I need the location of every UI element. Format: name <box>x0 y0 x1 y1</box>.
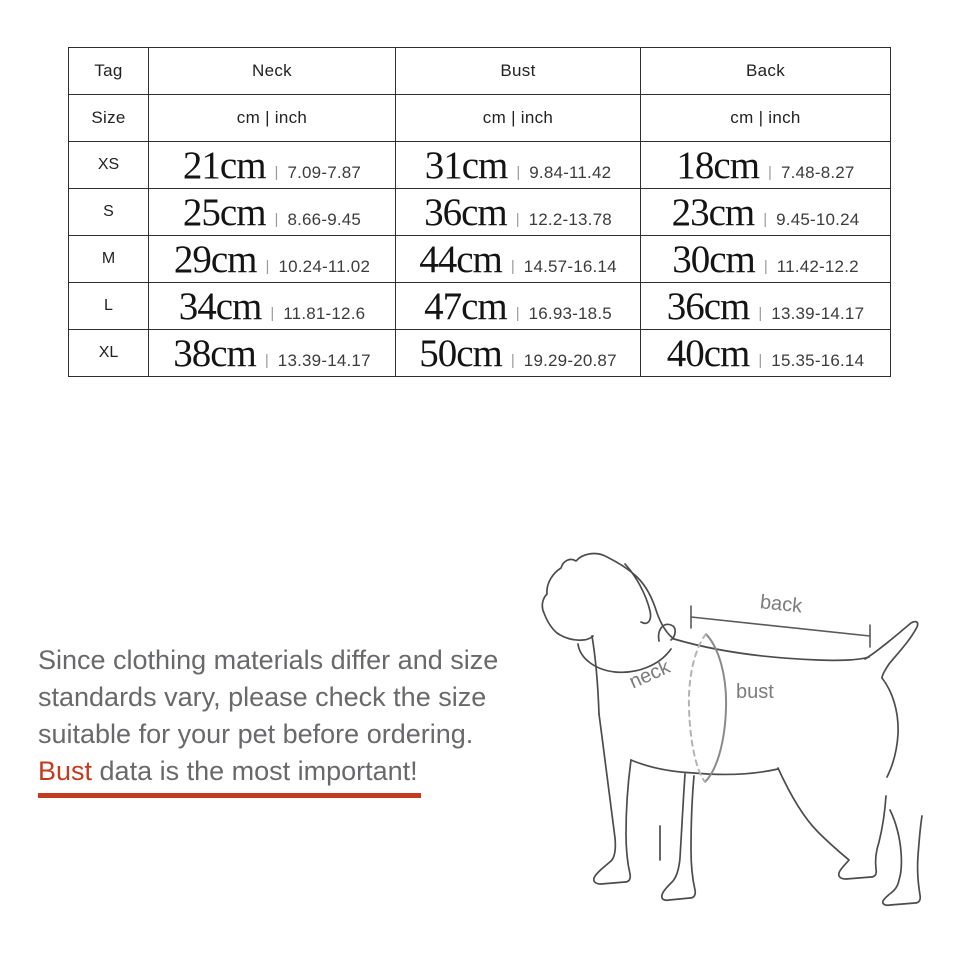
size-label: S <box>69 189 149 236</box>
back-measure-line <box>691 617 870 636</box>
note-line-3: suitable for your pet before ordering. <box>38 719 474 749</box>
neck-cell <box>149 283 396 330</box>
header-tag: Tag <box>69 48 149 95</box>
subheader-size: Size <box>69 95 149 142</box>
back-cm-value: 23cm <box>671 190 755 234</box>
separator: | <box>264 351 269 369</box>
note-line-1: Since clothing materials differ and size <box>38 645 499 675</box>
separator: | <box>515 210 520 228</box>
subheader-bust-unit: cm | inch <box>396 95 641 142</box>
bust-cm-value: 47cm <box>424 284 507 328</box>
bust-inch-range: 19.29-20.87 <box>523 350 617 370</box>
separator: | <box>510 351 515 369</box>
dog-measurement-diagram <box>520 520 940 920</box>
back-inch-range: 9.45-10.24 <box>776 209 860 229</box>
label-neck: neck <box>625 656 674 694</box>
dog-front-far-leg <box>662 774 695 900</box>
note-line-2: standards vary, please check the size <box>38 682 487 712</box>
table-row <box>69 236 891 283</box>
size-label: L <box>69 283 149 330</box>
back-cm-value: 30cm <box>672 237 755 281</box>
neck-cell <box>149 330 396 377</box>
bust-cm-value: 31cm <box>424 143 508 187</box>
bust-cell <box>396 236 641 283</box>
separator: | <box>274 163 279 181</box>
table-row <box>69 142 891 189</box>
bust-inch-range: 14.57-16.14 <box>523 256 617 276</box>
neck-inch-range: 8.66-9.45 <box>287 209 362 229</box>
bust-cell <box>396 330 641 377</box>
bust-girth-hidden <box>689 634 706 782</box>
dog-chest-front <box>592 636 599 714</box>
neck-cell <box>149 236 396 283</box>
dog-belly <box>631 760 778 774</box>
subheader-back-unit: cm | inch <box>641 95 891 142</box>
back-cell <box>641 283 891 330</box>
separator: | <box>270 304 275 322</box>
header-neck: Neck <box>149 48 396 95</box>
bust-inch-range: 16.93-18.5 <box>528 303 612 323</box>
dog-back-line <box>674 639 869 660</box>
neck-inch-range: 11.81-12.6 <box>283 303 366 323</box>
bust-cell <box>396 142 641 189</box>
header-bust: Bust <box>396 48 641 95</box>
separator: | <box>763 210 768 228</box>
separator: | <box>516 163 521 181</box>
bust-girth-visible <box>705 634 726 782</box>
sizing-note <box>38 642 498 798</box>
size-table-body <box>69 142 891 377</box>
table-subheader-row <box>69 95 891 142</box>
note-highlight-bust: Bust <box>38 756 93 786</box>
table-row <box>69 330 891 377</box>
label-bust: bust <box>736 681 774 703</box>
header-back: Back <box>641 48 891 95</box>
back-cm-value: 40cm <box>666 331 750 375</box>
bust-cell <box>396 189 641 236</box>
separator: | <box>758 351 763 369</box>
neck-cm-value: 21cm <box>182 143 266 187</box>
dog-tail <box>865 622 918 678</box>
dog-hind-near-leg <box>778 768 886 879</box>
size-label: M <box>69 236 149 283</box>
dog-ear <box>625 564 651 623</box>
dog-head-outline <box>547 554 674 639</box>
bust-cm-value: 44cm <box>419 237 502 281</box>
neck-cm-value: 29cm <box>173 237 257 281</box>
neck-inch-range: 7.09-7.87 <box>287 162 362 182</box>
back-inch-range: 15.35-16.14 <box>771 350 865 370</box>
dog-front-near-leg <box>594 714 631 884</box>
dog-hind-far-leg <box>883 810 922 905</box>
back-inch-range: 13.39-14.17 <box>771 303 865 323</box>
red-underline <box>38 793 421 798</box>
separator: | <box>265 257 270 275</box>
back-inch-range: 11.42-12.2 <box>776 256 859 276</box>
note-line-4-rest: data is the most important! <box>92 756 418 786</box>
separator: | <box>763 257 768 275</box>
bust-inch-range: 12.2-13.78 <box>528 209 612 229</box>
dog-muzzle-jaw <box>542 594 593 640</box>
size-label: XL <box>69 330 149 377</box>
neck-cm-value: 34cm <box>178 284 262 328</box>
back-cell <box>641 236 891 283</box>
bust-cm-value: 50cm <box>419 331 502 375</box>
subheader-neck-unit: cm | inch <box>149 95 396 142</box>
bust-cell <box>396 283 641 330</box>
back-cell <box>641 142 891 189</box>
separator: | <box>274 210 279 228</box>
bust-cm-value: 36cm <box>424 190 507 234</box>
back-cm-value: 18cm <box>676 143 760 187</box>
neck-cell <box>149 189 396 236</box>
separator: | <box>758 304 763 322</box>
neck-cm-value: 38cm <box>173 331 256 375</box>
neck-cell <box>149 142 396 189</box>
back-inch-range: 7.48-8.27 <box>780 162 855 182</box>
back-cm-value: 36cm <box>666 284 750 328</box>
label-back: back <box>758 591 804 618</box>
table-row <box>69 189 891 236</box>
table-row <box>69 283 891 330</box>
dog-rump <box>882 678 898 777</box>
back-cell <box>641 330 891 377</box>
separator: | <box>510 257 515 275</box>
note-line-4 <box>38 753 498 790</box>
separator: | <box>515 304 520 322</box>
table-header-row <box>69 48 891 95</box>
separator: | <box>768 163 772 181</box>
neck-cm-value: 25cm <box>182 190 266 234</box>
neck-inch-range: 13.39-14.17 <box>277 350 371 370</box>
size-label: XS <box>69 142 149 189</box>
size-table <box>68 47 891 377</box>
bust-inch-range: 9.84-11.42 <box>529 162 612 182</box>
neck-inch-range: 10.24-11.02 <box>278 256 371 276</box>
back-cell <box>641 189 891 236</box>
